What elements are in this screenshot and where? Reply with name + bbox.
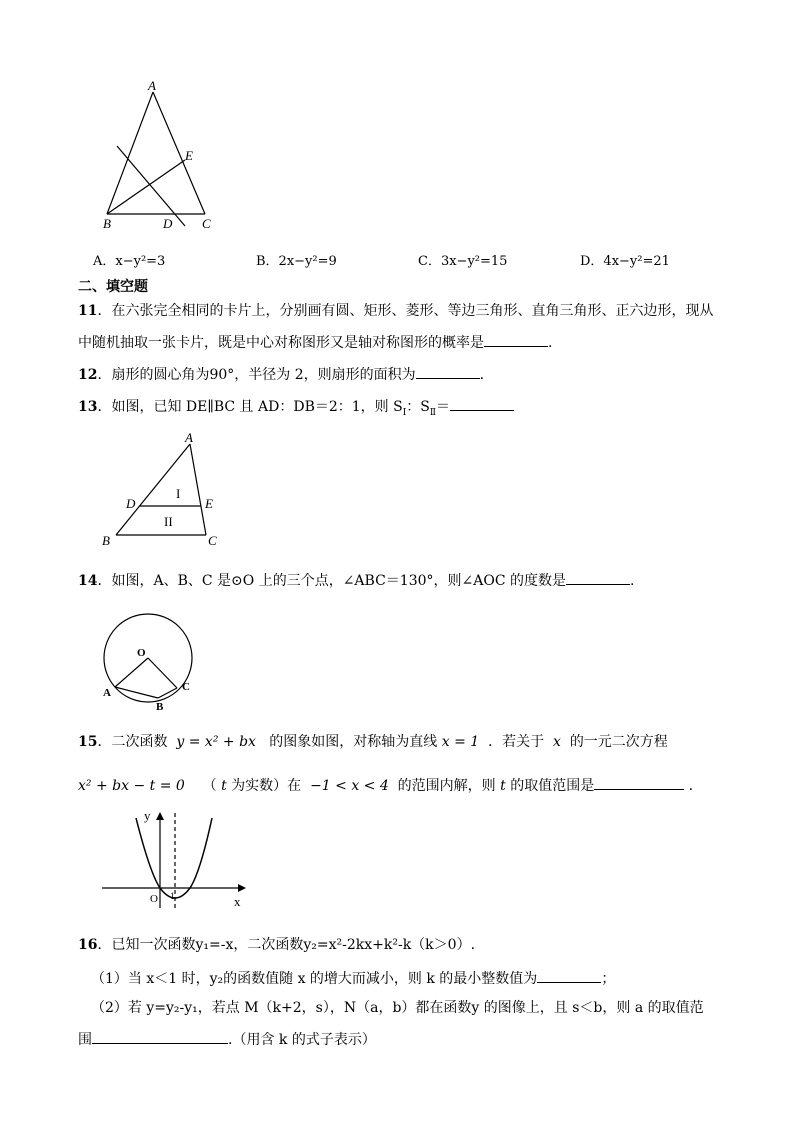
subscript-2: Ⅱ [429,407,436,418]
punctuation: . [688,778,694,794]
label-A: A [103,687,111,699]
question-16-line4 [78,1029,376,1049]
question-11-line1 [78,302,713,320]
answer-blank-11[interactable] [484,332,548,347]
question-text: ．在六张完全相同的卡片上，分别画有圆、矩形、菱形、等边三角形、直角三角形、正六边形，现从 [97,303,714,319]
option-d[interactable]: D．4x−y²=21 [580,254,670,269]
question-text: 围 [78,1032,92,1048]
question-text: （ [202,778,217,794]
question-text: .（用含 k 的式子表示） [228,1032,376,1048]
question-16-line2 [91,968,615,988]
question-text: ．二次函数 [97,734,168,750]
label-y: y [144,808,151,823]
answer-blank-15[interactable] [594,775,684,790]
question-12 [78,364,484,384]
question-text: ．如图，已知 DE∥BC 且 AD：DB＝2：1，则 S [97,399,403,415]
question-16-line3 [91,999,704,1017]
question-text: 的取值范围是 [510,778,595,794]
question-15-line1 [78,733,668,751]
question-text: ．已知一次函数y₁=-x，二次函数y₂=x²-2kx+k²-k（k＞0）. [97,937,476,953]
variable-t: t [500,778,506,794]
label-D: D [163,216,173,231]
label-C: C [208,533,217,548]
question-15-line2 [78,775,693,795]
label-E: E [205,496,213,511]
answer-blank-12[interactable] [416,364,480,379]
punctuation: . [630,573,635,589]
parabola-graph-15 [98,808,258,912]
question-number: 14 [78,573,98,589]
question-text: （2）若 y=y₂-y₁，若点 M（k+2，s），N（a，b）都在函数y 的图像上，且 s＜b，则 a 的取值范 [91,1000,704,1016]
punctuation: . [479,367,485,383]
question-text: ．若关于 [488,734,545,750]
function-expression: y = x² + bx [176,734,256,750]
question-number: 12 [78,367,98,383]
question-11-line2 [78,332,552,352]
equals-sign: ＝ [436,399,450,415]
question-text: 的范围内解，则 [397,778,496,794]
question-16-line1 [78,936,475,954]
range-expression: −1 < x < 4 [310,778,389,794]
question-number: 16 [78,937,98,953]
question-number: 11 [78,303,98,319]
question-text: （1）当 x＜1 时，y₂的函数值随 x 的增大而减小，则 k 的最小整数值为 [91,971,538,987]
answer-blank-16-1[interactable] [537,968,601,983]
variable-t: t [221,778,227,794]
answer-blank-14[interactable] [566,570,630,585]
subscript-1: Ⅰ [402,407,407,418]
label-B: B [156,701,164,713]
label-x: x [234,894,241,909]
label-D: D [126,496,136,511]
label-C: C [182,681,190,693]
axis-expression: x = 1 [441,734,480,750]
label-A: A [185,430,193,445]
punctuation: ； [601,971,616,987]
circle-figure-14 [98,608,208,718]
label-origin: O [150,893,158,905]
question-number: 15 [78,734,98,750]
region-II: II [164,514,173,529]
question-text: ．如图，A、B、C 是⊙O 上的三个点，∠ABC＝130°，则∠AOC 的度数是 [97,573,567,589]
question-14 [78,570,634,590]
label-E: E [185,148,193,163]
section-title: 二、填空题 [78,279,148,295]
label-one: 1 [170,891,175,901]
label-C: C [202,216,211,231]
question-text: ．扇形的圆心角为90°，半径为 2，则扇形的面积为 [97,367,416,383]
label-B: B [102,533,110,548]
question-text: 的图象如图，对称轴为直线 [269,734,438,750]
variable-x: x [553,734,561,750]
question-text: 中随机抽取一张卡片，既是中心对称图形又是轴对称图形的概率是 [78,335,484,351]
question-number: 13 [78,399,98,415]
punctuation: . [548,335,553,351]
answer-blank-13[interactable] [450,396,514,411]
option-c[interactable]: C．3x−y²=15 [418,254,508,269]
label-O: O [137,647,146,659]
answer-blank-16-2[interactable] [92,1029,228,1044]
triangle-figure-13 [98,428,233,550]
question-13 [78,396,514,422]
label-B: B [103,216,111,231]
region-I: I [176,486,181,501]
option-a[interactable]: A．x−y²=3 [93,254,166,269]
question-text: 为实数）在 [231,778,302,794]
equation-expression: x² + bx − t = 0 [78,778,185,794]
question-text: 的一元二次方程 [569,734,668,750]
question-text: ：S [406,399,430,415]
triangle-figure-top [95,80,225,235]
label-A: A [148,78,156,93]
option-b[interactable]: B．2x−y²=9 [256,254,337,269]
